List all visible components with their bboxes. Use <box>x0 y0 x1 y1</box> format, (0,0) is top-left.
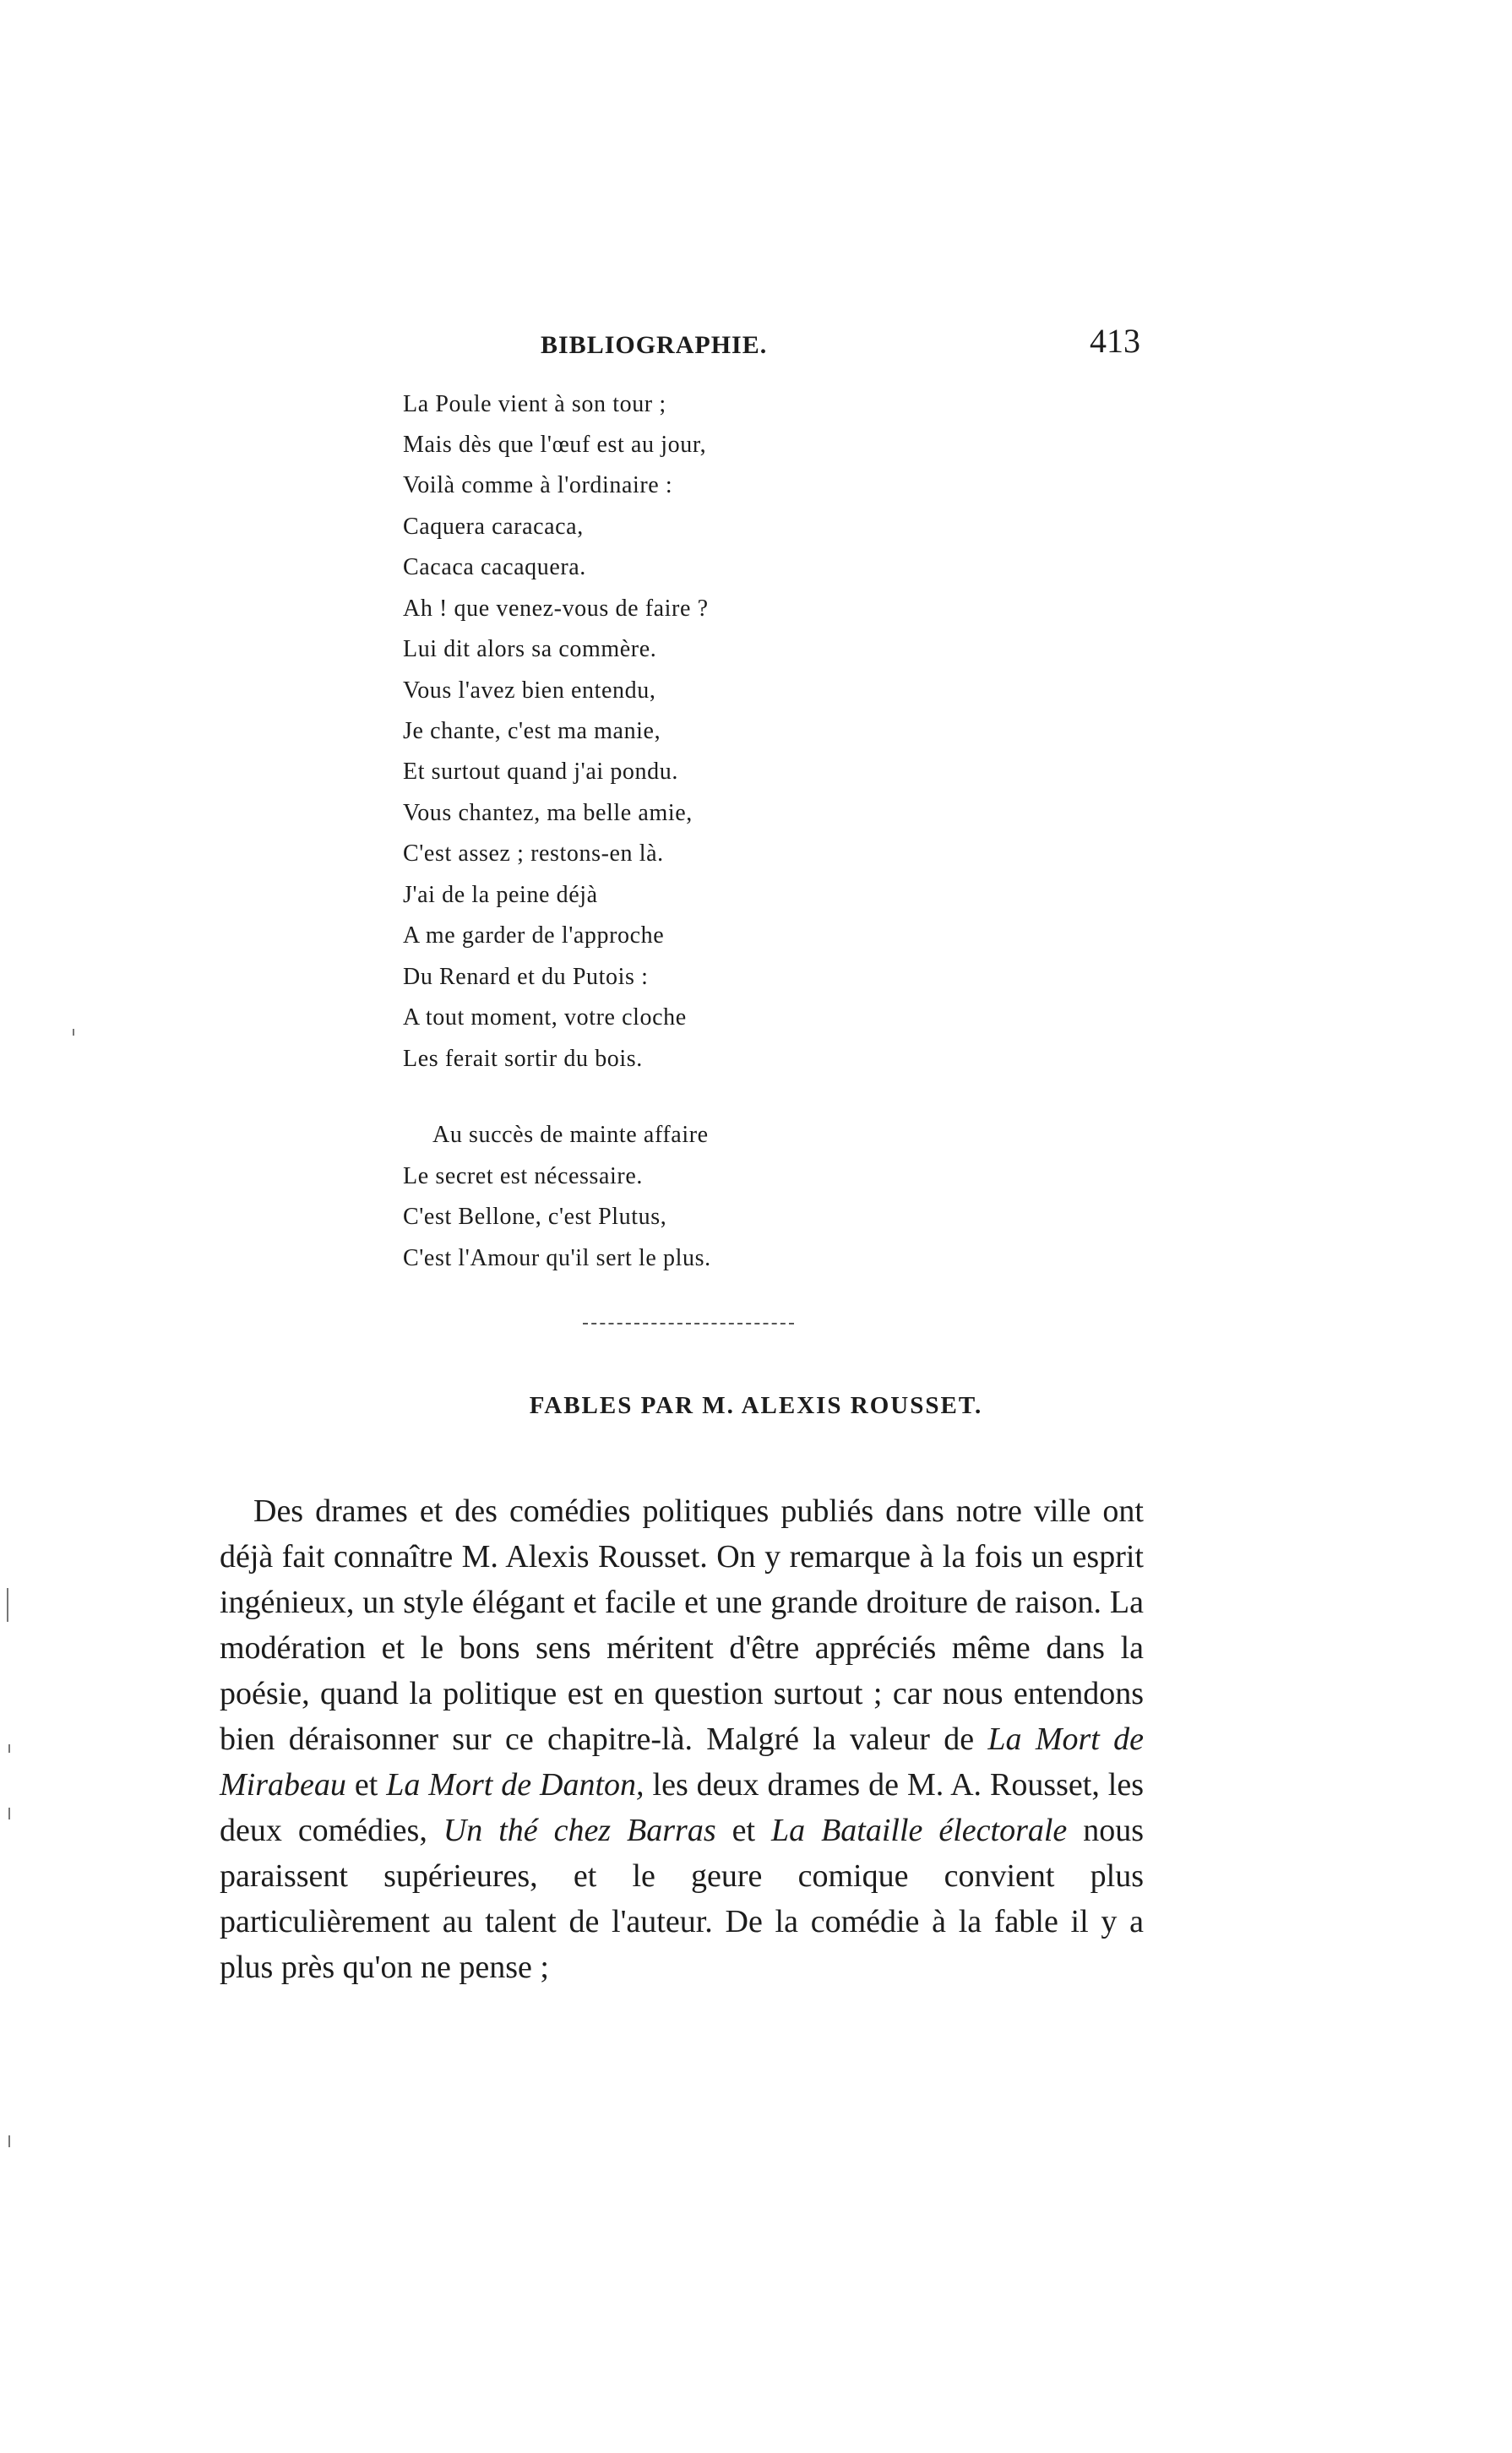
running-title: BIBLIOGRAPHIE. <box>541 331 768 359</box>
section-title: FABLES PAR M. ALEXIS ROUSSET. <box>529 1392 983 1419</box>
margin-mark <box>8 2135 10 2147</box>
verse-line: Cacaca cacaquera. <box>403 554 586 580</box>
page-number: 413 <box>1090 322 1140 360</box>
work-title: La Bataille électorale <box>771 1813 1068 1848</box>
verse-line: Vous l'avez bien entendu, <box>403 677 656 704</box>
verse-line: Du Renard et du Putois : <box>403 964 649 990</box>
body-text: nous paraissent supérieures, et le geure comique convient plus particulièrement au talent de l'auteur. De la comédie à la fable il y a plus près qu'on ne pense ; <box>220 1813 1145 1985</box>
verse-line: Mais dès que l'œuf est au jour, <box>403 432 707 458</box>
verse-line: Lui dit alors sa commère. <box>403 636 657 662</box>
verse-line: Et surtout quand j'ai pondu. <box>403 759 678 785</box>
work-title: La Mort de Danton, <box>386 1767 645 1803</box>
verse-line: Le secret est nécessaire. <box>403 1163 643 1189</box>
verse-line: Voilà comme à l'ordinaire : <box>403 472 673 498</box>
work-title: Un thé chez Barras <box>443 1813 716 1848</box>
margin-mark <box>7 1588 8 1622</box>
verse-line: C'est Bellone, c'est Plutus, <box>403 1204 667 1230</box>
body-text: et <box>354 1767 378 1803</box>
verse-line: C'est assez ; restons-en là. <box>403 840 664 867</box>
body-text: les deux drames de M. A. Rousset, les deux comédies, <box>220 1767 1145 1848</box>
margin-mark <box>8 1808 10 1819</box>
work-title: La Mort de Mirabeau <box>220 1721 1145 1803</box>
body-text: et <box>732 1813 756 1848</box>
margin-mark <box>73 1029 74 1036</box>
verse-line: Vous chantez, ma belle amie, <box>403 800 693 826</box>
verse-line: Caquera caracaca, <box>403 514 584 540</box>
verse-line: Ah ! que venez-vous de faire ? <box>403 596 709 622</box>
margin-mark <box>8 1744 10 1753</box>
body-paragraph <box>220 1488 1144 1990</box>
verse-line: Les ferait sortir du bois. <box>403 1046 643 1072</box>
verse-line: A tout moment, votre cloche <box>403 1004 687 1031</box>
verse-line: A me garder de l'approche <box>403 922 665 949</box>
body-text: Des drames et des comédies politiques publiés dans notre ville ont déjà fait connaître M. Alexis Rousset. On y remarque à la fois un esprit ingénieux, un style élégant et facile et une grande droiture de raison. La modération et le bons sens méritent d'être appréciés même dans la poésie, quand la politique est en question surtout ; car nous entendons bien déraisonner sur ce chapitre-là. Malgré la valeur de <box>220 1493 1144 1757</box>
verse-line: J'ai de la peine déjà <box>403 882 598 908</box>
verse-line: C'est l'Amour qu'il sert le plus. <box>403 1245 711 1271</box>
verse-line: Au succès de mainte affaire <box>432 1122 709 1148</box>
verse-line: Je chante, c'est ma manie, <box>403 718 661 744</box>
verse-line: La Poule vient à son tour ; <box>403 391 666 417</box>
section-separator <box>583 1323 794 1324</box>
